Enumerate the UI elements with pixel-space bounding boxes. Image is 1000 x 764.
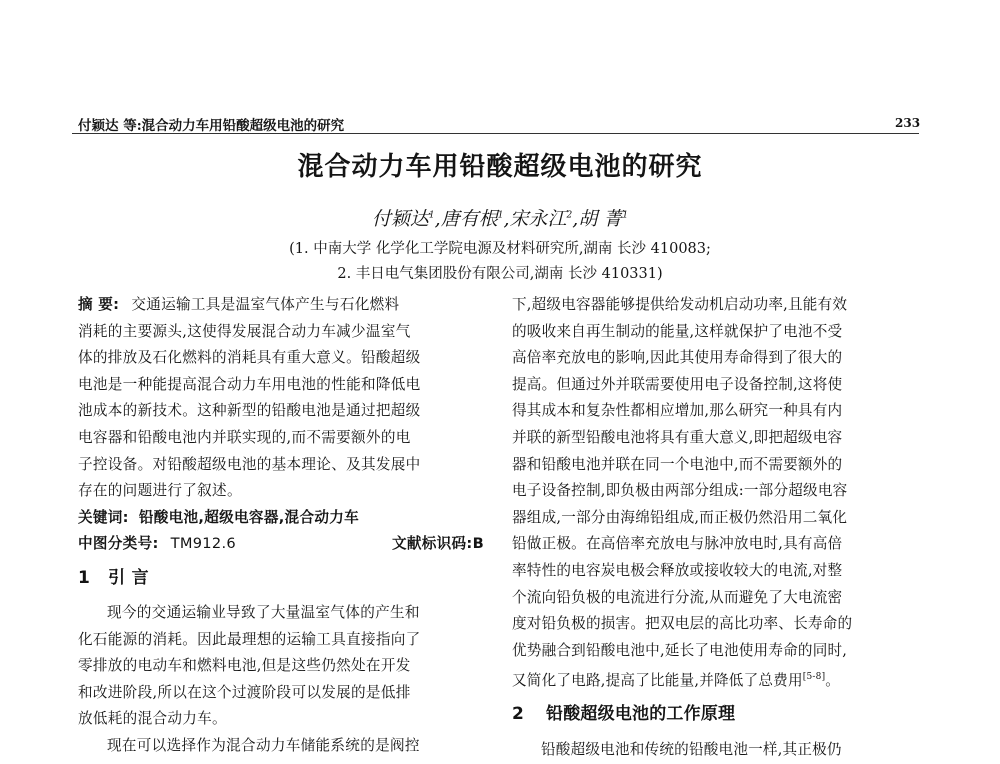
body-line: 铅做正极。在高倍率充放电与脉冲放电时,具有高倍 <box>512 535 843 553</box>
body-line: 零排放的电动车和燃料电池,但是这些仍然处在开发 <box>78 657 411 675</box>
clc-label: 中图分类号: <box>78 535 159 553</box>
body-text: 。 <box>825 672 841 690</box>
abstract-line: 消耗的主要源头,这使得发展混合动力车减少温室气 <box>78 322 411 340</box>
section2-heading <box>512 693 924 733</box>
body-line: 化石能源的消耗。因此最理想的运输工具直接指向了 <box>78 630 421 648</box>
abstract-text: 交通运输工具是温室气体产生与石化燃料 <box>131 296 400 313</box>
abstract-line: 池成本的新技术。这种新型的铅酸电池是通过把超级 <box>78 402 421 420</box>
author-affiliation-mark: 1 <box>497 210 504 221</box>
abstract-first-line <box>78 292 488 319</box>
author-affiliation-mark: 2 <box>566 210 573 221</box>
abstract-line: 子控设备。对铅酸超级电池的基本理论、及其发展中 <box>78 455 421 473</box>
page-number: 233 <box>895 116 921 130</box>
doc-code-value: B <box>472 535 484 553</box>
doc-code-label: 文献标识码: <box>391 535 473 553</box>
body-line: 和改进阶段,所以在这个过渡阶段可以发展的是低排 <box>78 683 411 701</box>
author: 宋永江 <box>509 208 567 230</box>
body-line: 器和铅酸电池并联在同一个电池中,而不需要额外的 <box>512 455 843 473</box>
body-line: 并联的新型铅酸电池将具有重大意义,即把超级电容 <box>512 428 843 446</box>
author-list: 付颖达$^1$,唐有根$^1$,宋永江$^2$,胡 菁$^1$ <box>371 208 629 230</box>
body-line: 的吸收来自再生制动的能量,这样就保护了电池不受 <box>512 322 843 340</box>
section1-heading <box>78 558 488 596</box>
section2-title: 铅酸超级电池的工作原理 <box>546 703 736 724</box>
classification-line <box>78 531 488 558</box>
body-line: 度对铅负极的损害。把双电层的高比功率、长寿命的 <box>512 615 853 633</box>
abstract-label: 摘 要: <box>78 296 120 313</box>
author-affiliation-mark: 1 <box>428 210 435 221</box>
affiliation-line: 2. 丰日电气集团股份有限公司,湖南 长沙 410331) <box>337 266 663 282</box>
header-rule <box>72 133 919 134</box>
left-column <box>78 292 488 760</box>
paper-title: 混合动力车用铅酸超级电池的研究 <box>297 152 703 182</box>
section1-number: 1 <box>78 567 91 588</box>
body-line: 铅酸超级电池和传统的铅酸电池一样,其正极仍 <box>541 740 842 758</box>
body-text: 又简化了电路,提高了比能量,并降低了总费用 <box>512 672 803 690</box>
abstract-line: 存在的问题进行了叙述。 <box>78 482 242 500</box>
body-line: 现今的交通运输业导致了大量温室气体的产生和 <box>107 603 420 621</box>
citation-ref: [5-8] <box>802 672 826 683</box>
author-affiliation-mark: 1 <box>622 210 629 221</box>
right-column <box>512 292 924 764</box>
author: 付颖达 <box>371 208 429 230</box>
body-line: 器组成,一部分由海绵铅组成,而正极仍然沿用二氧化 <box>512 508 848 526</box>
author: 胡 菁 <box>578 208 623 230</box>
running-header: 付颖达 等:混合动力车用铅酸超级电池的研究 <box>78 118 345 134</box>
keywords-label: 关键词: <box>78 508 129 526</box>
body-line-with-citation <box>512 664 924 691</box>
body-line: 个流向铅负极的电流进行分流,从而避免了大电流密 <box>512 588 843 606</box>
affiliation-line: (1. 中南大学 化学化工学院电源及材料研究所,湖南 长沙 410083; <box>289 241 711 257</box>
body-line: 电子设备控制,即负极由两部分组成:一部分超级电容 <box>512 482 848 500</box>
author: 唐有根 <box>440 208 498 230</box>
body-line: 得其成本和复杂性都相应增加,那么研究一种具有内 <box>512 402 843 420</box>
keywords-line <box>78 505 488 532</box>
abstract-line: 电池是一种能提高混合动力车用电池的性能和降低电 <box>78 375 421 393</box>
section1-title: 引 言 <box>108 567 149 588</box>
clc-value: TM912.6 <box>170 535 236 553</box>
body-line: 放低耗的混合动力车。 <box>78 710 227 728</box>
body-line: 现在可以选择作为混合动力车储能系统的是阀控 <box>107 736 420 754</box>
body-line: 率特性的电容炭电极会释放或接收较大的电流,对整 <box>512 561 843 579</box>
keywords-value: 铅酸电池,超级电容器,混合动力车 <box>138 508 360 526</box>
body-line: 下,超级电容器能够提供给发动机启动功率,且能有效 <box>512 296 848 313</box>
body-line: 提高。但通过外并联需要使用电子设备控制,这将使 <box>512 375 843 393</box>
section2-number: 2 <box>512 703 525 724</box>
abstract-line: 电容器和铅酸电池内并联实现的,而不需要额外的电 <box>78 428 411 446</box>
body-line: 优势融合到铅酸电池中,延长了电池使用寿命的同时, <box>512 641 848 659</box>
body-line: 高倍率充放电的影响,因此其使用寿命得到了很大的 <box>512 349 843 367</box>
abstract-line: 体的排放及石化燃料的消耗具有重大意义。铅酸超级 <box>78 349 421 367</box>
